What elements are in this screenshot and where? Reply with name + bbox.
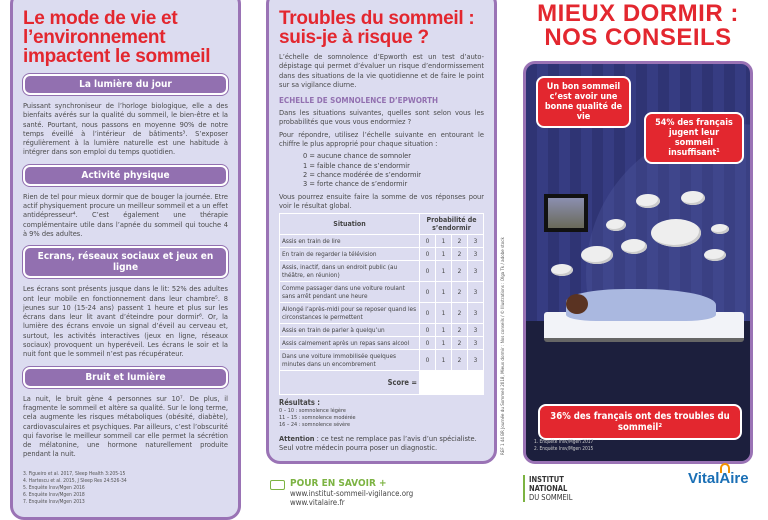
score-field[interactable] bbox=[420, 371, 484, 395]
score-option[interactable]: 3 bbox=[468, 324, 484, 337]
section-heading: Bruit et lumière bbox=[23, 367, 228, 388]
epworth-title: Troubles du sommeil : suis-je à risque ? bbox=[279, 8, 475, 48]
result-item: 0 – 10 : somnolence légère bbox=[279, 408, 346, 415]
score-option[interactable]: 1 bbox=[436, 235, 452, 248]
picture-frame bbox=[544, 194, 588, 232]
scale-item: 3 = forte chance de s’endormir bbox=[303, 179, 408, 189]
situation-cell: Assis calmement après un repas sans alcool bbox=[280, 337, 420, 350]
table-row bbox=[280, 235, 484, 248]
result-item: 16 – 24 : somnolence sévère bbox=[279, 422, 351, 429]
sleep-illustration bbox=[523, 61, 753, 464]
score-option[interactable]: 0 bbox=[420, 337, 436, 350]
score-option[interactable]: 3 bbox=[468, 248, 484, 261]
score-option[interactable]: 1 bbox=[436, 324, 452, 337]
more-info bbox=[268, 478, 413, 507]
sheep bbox=[636, 194, 660, 208]
logo-line: DU SOMMEIL bbox=[529, 493, 573, 502]
score-option[interactable]: 0 bbox=[420, 303, 436, 324]
score-option[interactable]: 2 bbox=[452, 337, 468, 350]
score-option[interactable]: 2 bbox=[452, 261, 468, 282]
reference: 3. Figueiro et al. 2017, Sleep Health 3:205-15 bbox=[23, 470, 126, 477]
note: 1. Enquête Insv/Mgen 2017 bbox=[534, 440, 594, 445]
link-vitalaire[interactable]: www.vitalaire.fr bbox=[290, 498, 345, 507]
score-option[interactable]: 3 bbox=[468, 303, 484, 324]
reference: 7. Enquête Insv/Mgen 2013 bbox=[23, 498, 85, 505]
score-option[interactable]: 1 bbox=[436, 282, 452, 303]
section-text: La nuit, le bruit gène 4 personnes sur 10⁷. De plus, il fragmente le sommeil et altère sa qualité. Sur le long terme, cela augmente les risques métaboliques (obésité, diabète), cardiovasculaires et psychiques. Par ailleurs, c’est l’obscurité qui favorise le meilleur sommeil car elle permet la sécrétion de mélatonine, une hormone naturellement produite pendant la nuit. bbox=[23, 393, 228, 459]
blanket bbox=[566, 289, 716, 321]
results bbox=[279, 399, 484, 429]
more-title: POUR EN SAVOIR + bbox=[290, 478, 387, 489]
section-heading: Activité physique bbox=[23, 165, 228, 186]
score-option[interactable]: 1 bbox=[436, 303, 452, 324]
table-row bbox=[280, 282, 484, 303]
table-row bbox=[280, 261, 484, 282]
score-option[interactable]: 2 bbox=[452, 248, 468, 261]
speech-bubble-icon bbox=[270, 480, 285, 490]
note: 2. Enquête Insv/Mgen 2015 bbox=[534, 447, 594, 452]
institut-logo bbox=[523, 475, 573, 502]
table-row bbox=[280, 248, 484, 261]
question-text: Dans les situations suivantes, quelles sont selon vous les probabilités que vous vous endormiez ? bbox=[279, 108, 484, 127]
table-row bbox=[280, 303, 484, 324]
sheep bbox=[704, 249, 726, 261]
logo-line: NATIONAL bbox=[529, 484, 568, 493]
scale-subtitle: ECHELLE DE SOMNOLENCE D’EPWORTH bbox=[279, 96, 439, 106]
situation-cell: Assis en train de parler à quelqu’un bbox=[280, 324, 420, 337]
score-option[interactable]: 2 bbox=[452, 235, 468, 248]
results-title: Résultats : bbox=[279, 398, 320, 408]
cover-notes bbox=[534, 439, 593, 453]
score-option[interactable]: 1 bbox=[436, 350, 452, 371]
stat-bubble-54: 54% des français jugent leur sommeil insuffisant¹ bbox=[644, 112, 744, 164]
score-option[interactable]: 0 bbox=[420, 261, 436, 282]
score-option[interactable]: 3 bbox=[468, 350, 484, 371]
reference: 4. Hartescu et al. 2015, J Sleep Res 24:526-34 bbox=[23, 477, 127, 484]
attention-text: : ce test ne remplace pas l’avis d’un spécialiste. Seul votre médecin pourra poser un diagnostic. bbox=[279, 434, 477, 453]
table-row bbox=[280, 350, 484, 371]
stat-banner-36: 36% des français ont des troubles du sommeil² bbox=[538, 404, 742, 440]
section-text: Les écrans sont présents jusque dans le lit: 52% des adultes ont leur mobile en fonctionnement dans leur chambre⁵. 8 jeunes sur 10 (15-24 ans) passent 1 heure et plus sur les écrans dans leur lit avant d’éteindre pour dormir⁶. Or, la lumière des écrans envoie un signal d’éveil au cerveau et, surtout, les activités interactives (jeux en ligne, réseaux sociaux) provoquent un hyperéveil. Les écrans le soir et la nuit font que le sommeil n’est pas récupérateur. bbox=[23, 284, 228, 359]
score-option[interactable]: 1 bbox=[436, 337, 452, 350]
side-credit: REF 1 44 BR Journée du Sommeil 2018, Mieux dormir : Nos conseils / © Illustrations : Olga Tk / adobe stock bbox=[501, 237, 506, 455]
references bbox=[23, 471, 228, 506]
epworth-table bbox=[279, 213, 484, 395]
score-option[interactable]: 2 bbox=[452, 282, 468, 303]
result-item: 11 – 15 : somnolence modérée bbox=[279, 415, 356, 422]
situation-cell: Allongé l’après-midi pour se reposer quand les circonstances le permettent bbox=[280, 303, 420, 324]
score-option[interactable]: 3 bbox=[468, 337, 484, 350]
sheep bbox=[621, 239, 647, 254]
lifestyle-panel bbox=[10, 0, 241, 520]
score-row bbox=[280, 371, 484, 395]
situation-cell: Assis en train de lire bbox=[280, 235, 420, 248]
table-row bbox=[280, 324, 484, 337]
sheep bbox=[551, 264, 573, 276]
quality-bubble: Un bon sommeil c’est avoir une bonne qualité de vie bbox=[536, 76, 631, 128]
vitalaire-logo: VitalAire bbox=[688, 470, 749, 487]
score-option[interactable]: 2 bbox=[452, 324, 468, 337]
sum-text: Vous pourrez ensuite faire la somme de vos réponses pour voir le résultat global. bbox=[279, 191, 484, 210]
table-row bbox=[280, 337, 484, 350]
score-option[interactable]: 0 bbox=[420, 350, 436, 371]
score-option[interactable]: 1 bbox=[436, 261, 452, 282]
lifestyle-title: Le mode de vie et l’environnement impactent le sommeil bbox=[23, 8, 211, 67]
situation-cell: Dans une voiture immobilisée quelques minutes dans un encombrement bbox=[280, 350, 420, 371]
situation-cell: Assis, inactif, dans un endroit public (au théâtre, en réunion) bbox=[280, 261, 420, 282]
sheep bbox=[681, 191, 705, 205]
reference: 5. Enquête Insv/Mgen 2016 bbox=[23, 484, 85, 491]
score-option[interactable]: 0 bbox=[420, 235, 436, 248]
score-option[interactable]: 2 bbox=[452, 350, 468, 371]
score-option[interactable]: 0 bbox=[420, 324, 436, 337]
sheep bbox=[606, 219, 626, 231]
header-situation: Situation bbox=[280, 214, 420, 235]
sleeping-woman bbox=[566, 294, 588, 314]
scale-legend bbox=[279, 151, 484, 188]
section-heading: La lumière du jour bbox=[23, 74, 228, 95]
intro-text: L’échelle de somnolence d’Epworth est un test d’auto-dépistage qui permet d’évaluer un risque d’endormissement dans des situations de la vie quotidienne et de faire le point sur sa vigilance diurne. bbox=[279, 52, 484, 89]
scale-item: 2 = chance modérée de s’endormir bbox=[303, 169, 422, 179]
score-option[interactable]: 3 bbox=[468, 235, 484, 248]
sheep bbox=[711, 224, 729, 234]
logo-line: INSTITUT bbox=[529, 475, 564, 484]
section-text: Puissant synchroniseur de l’horloge biologique, elle a des bienfaits avérés sur la qualité du sommeil, le bien-être et la santé. Pourtant, nous passons en moyenne 90% de notre temps éveillé à l’intérieur de bâtiments³. S’exposer régulièrement à la lumière naturelle est une habitude à intégrer dans son emploi du temps quotidien. bbox=[23, 101, 228, 157]
sheep bbox=[581, 246, 613, 264]
situation-cell: Comme passager dans une voiture roulant sans arrêt pendant une heure bbox=[280, 282, 420, 303]
link-institut[interactable]: www.institut-sommeil-vigilance.org bbox=[290, 489, 414, 498]
section-text: Rien de tel pour mieux dormir que de bouger la journée. Etre actif physiquement procure un meilleur sommeil et a un effet antidépresseur⁴. C’est également une thérapie complémentaire utile dans l’apnée du sommeil qui touche 4 à 9% des adultes. bbox=[23, 191, 228, 238]
score-option[interactable]: 2 bbox=[452, 303, 468, 324]
score-option[interactable]: 1 bbox=[436, 248, 452, 261]
scale-item: 0 = aucune chance de somnoler bbox=[303, 151, 412, 161]
score-option[interactable]: 0 bbox=[420, 282, 436, 303]
epworth-panel bbox=[266, 0, 497, 464]
reference: 6. Enquête Insv/Mgen 2018 bbox=[23, 491, 85, 498]
score-label: Score = bbox=[280, 371, 420, 395]
cover-title: MIEUX DORMIR : NOS CONSEILS bbox=[537, 0, 739, 51]
attention-label: Attention bbox=[279, 434, 315, 444]
section-heading: Ecrans, réseaux sociaux et jeux en ligne bbox=[23, 246, 228, 278]
score-option[interactable]: 0 bbox=[420, 248, 436, 261]
sheep bbox=[651, 219, 701, 247]
score-option[interactable]: 3 bbox=[468, 282, 484, 303]
scale-item: 1 = faible chance de s’endormir bbox=[303, 160, 410, 170]
header-probability: Probabilité de s’endormir bbox=[420, 214, 484, 235]
score-option[interactable]: 3 bbox=[468, 261, 484, 282]
instruction-text: Pour répondre, utilisez l’échelle suivante en entourant le chiffre le plus approprié pour chaque situation : bbox=[279, 129, 484, 149]
situation-cell: En train de regarder la télévision bbox=[280, 248, 420, 261]
attention-note bbox=[279, 434, 484, 453]
